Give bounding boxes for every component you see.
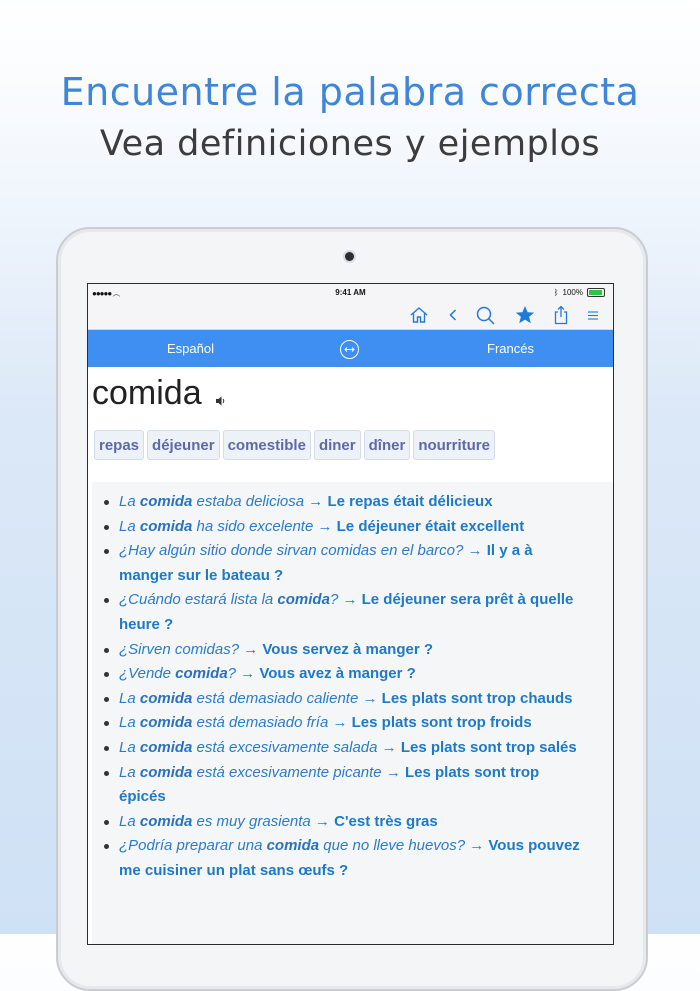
translation-chips xyxy=(94,430,495,460)
battery-percent: 100% xyxy=(562,288,583,297)
example-source-text: ha sido excelente xyxy=(192,517,314,535)
example-source-text: ¿Vende xyxy=(119,665,176,683)
bluetooth-icon: ᛒ xyxy=(553,288,559,297)
example-keyword: comida xyxy=(139,812,193,830)
example-item xyxy=(119,834,583,883)
example-source xyxy=(119,690,358,707)
target-language[interactable]: Francés xyxy=(487,341,534,356)
swap-languages-icon[interactable] xyxy=(340,340,359,359)
example-keyword: comida xyxy=(277,591,330,609)
example-item xyxy=(119,736,583,761)
arrow-icon: → xyxy=(236,665,260,683)
search-icon[interactable] xyxy=(474,304,496,326)
example-source-text: ? xyxy=(227,665,237,683)
translation-chip[interactable]: comestible xyxy=(223,430,311,460)
example-source-text: ¿Sirven comidas? xyxy=(119,640,240,658)
example-source-text: La xyxy=(119,689,140,707)
example-source xyxy=(119,591,338,608)
example-source xyxy=(119,641,239,658)
example-source-text: estaba deliciosa xyxy=(192,493,305,510)
example-source xyxy=(119,665,236,682)
arrow-icon: → xyxy=(310,812,335,830)
example-source-text: La xyxy=(119,493,140,510)
status-bar xyxy=(88,284,613,302)
translation-chip[interactable]: déjeuner xyxy=(147,430,220,460)
example-keyword: comida xyxy=(139,493,193,510)
arrow-icon: → xyxy=(377,738,401,756)
menu-icon[interactable] xyxy=(582,304,604,326)
example-source xyxy=(119,518,313,535)
example-source-text: La xyxy=(119,763,140,781)
example-keyword: comida xyxy=(139,714,193,732)
examples-panel xyxy=(92,482,613,945)
signal-icon: ●●●●● ︵ xyxy=(92,289,120,298)
example-keyword: comida xyxy=(266,837,320,855)
example-translation[interactable]: Le déjeuner sera prêt à quelle heure ? xyxy=(119,591,574,633)
example-source-text: ¿Cuándo estará lista la xyxy=(119,591,278,609)
arrow-icon: → xyxy=(465,837,489,855)
example-source-text: ¿Podría preparar una xyxy=(119,837,267,855)
example-keyword: comida xyxy=(175,665,228,683)
arrow-icon: → xyxy=(338,591,362,609)
subheadline: Vea definiciones y ejemplos xyxy=(99,124,601,164)
example-translation[interactable]: Vous servez à manger ? xyxy=(262,640,434,658)
example-item xyxy=(119,588,583,637)
language-bar xyxy=(88,330,613,367)
example-source-text: La xyxy=(119,714,140,732)
arrow-icon: → xyxy=(239,640,263,658)
example-source-text: ? xyxy=(329,591,339,609)
headline: Encuentre la palabra correcta xyxy=(60,70,640,114)
example-keyword: comida xyxy=(139,738,193,756)
home-icon[interactable] xyxy=(408,304,430,326)
translation-chip[interactable]: diner xyxy=(314,430,361,460)
example-item xyxy=(119,515,583,540)
example-translation[interactable]: Vous pouvez me cuisiner un plat sans œufs ? xyxy=(119,837,580,879)
star-icon[interactable] xyxy=(514,304,536,326)
example-source xyxy=(119,542,463,559)
example-item xyxy=(119,687,583,712)
example-source xyxy=(119,714,328,731)
example-keyword: comida xyxy=(139,689,193,707)
translation-chip[interactable]: repas xyxy=(94,430,144,460)
examples-list xyxy=(92,482,613,884)
example-item xyxy=(119,810,583,835)
battery-icon xyxy=(587,288,605,297)
back-icon[interactable] xyxy=(442,304,464,326)
example-source xyxy=(119,813,311,830)
arrow-icon: → xyxy=(381,763,405,781)
example-keyword: comida xyxy=(139,517,193,535)
example-source xyxy=(119,739,377,756)
camera-dot xyxy=(345,252,354,261)
example-source-text: ¿Hay algún sitio donde sirvan comidas en el barco? xyxy=(119,542,464,560)
example-source xyxy=(119,764,382,781)
example-translation[interactable]: Le repas était délicieux xyxy=(327,493,493,510)
example-item xyxy=(119,711,583,736)
example-source-text: La xyxy=(119,812,140,830)
example-keyword: comida xyxy=(139,763,193,781)
status-right xyxy=(554,288,605,297)
translation-chip[interactable]: nourriture xyxy=(413,430,495,460)
status-time: 9:41 AM xyxy=(335,288,366,297)
example-item xyxy=(119,662,583,687)
example-item xyxy=(119,638,583,663)
example-translation[interactable]: Le déjeuner était excellent xyxy=(336,517,525,535)
app-screen xyxy=(87,283,614,945)
example-source-text: está excesivamente picante xyxy=(192,763,382,781)
example-translation[interactable]: Vous avez à manger ? xyxy=(259,665,416,683)
example-source-text: que no lleve huevos? xyxy=(319,837,466,855)
arrow-icon: → xyxy=(463,542,487,560)
share-icon[interactable] xyxy=(550,304,572,326)
example-item xyxy=(119,761,583,810)
arrow-icon: → xyxy=(304,493,328,510)
arrow-icon: → xyxy=(358,689,382,707)
example-translation[interactable]: Les plats sont trop chauds xyxy=(381,689,573,707)
headword: comida xyxy=(92,374,202,412)
translation-chip[interactable]: dîner xyxy=(364,430,411,460)
example-translation[interactable]: C'est très gras xyxy=(334,812,438,830)
example-translation[interactable]: Les plats sont trop froids xyxy=(351,714,532,732)
example-source-text: está excesivamente salada xyxy=(192,738,378,756)
toolbar xyxy=(88,302,613,330)
example-source-text: es muy grasienta xyxy=(192,812,311,830)
arrow-icon: → xyxy=(328,714,352,732)
arrow-icon: → xyxy=(313,517,337,535)
source-language[interactable]: Español xyxy=(167,341,214,356)
example-source-text: está demasiado caliente xyxy=(192,689,359,707)
speaker-icon[interactable] xyxy=(215,394,227,406)
example-source xyxy=(119,493,304,510)
example-source-text: La xyxy=(119,517,140,535)
example-source-text: La xyxy=(119,738,140,756)
example-item xyxy=(119,539,583,588)
example-translation[interactable]: Les plats sont trop épicés xyxy=(119,763,540,806)
example-source xyxy=(119,837,465,854)
example-translation[interactable]: Les plats sont trop salés xyxy=(400,738,577,756)
example-translation[interactable]: Il y a à manger sur le bateau ? xyxy=(119,542,533,584)
example-source-text: está demasiado fría xyxy=(192,714,329,732)
example-item xyxy=(119,490,583,515)
